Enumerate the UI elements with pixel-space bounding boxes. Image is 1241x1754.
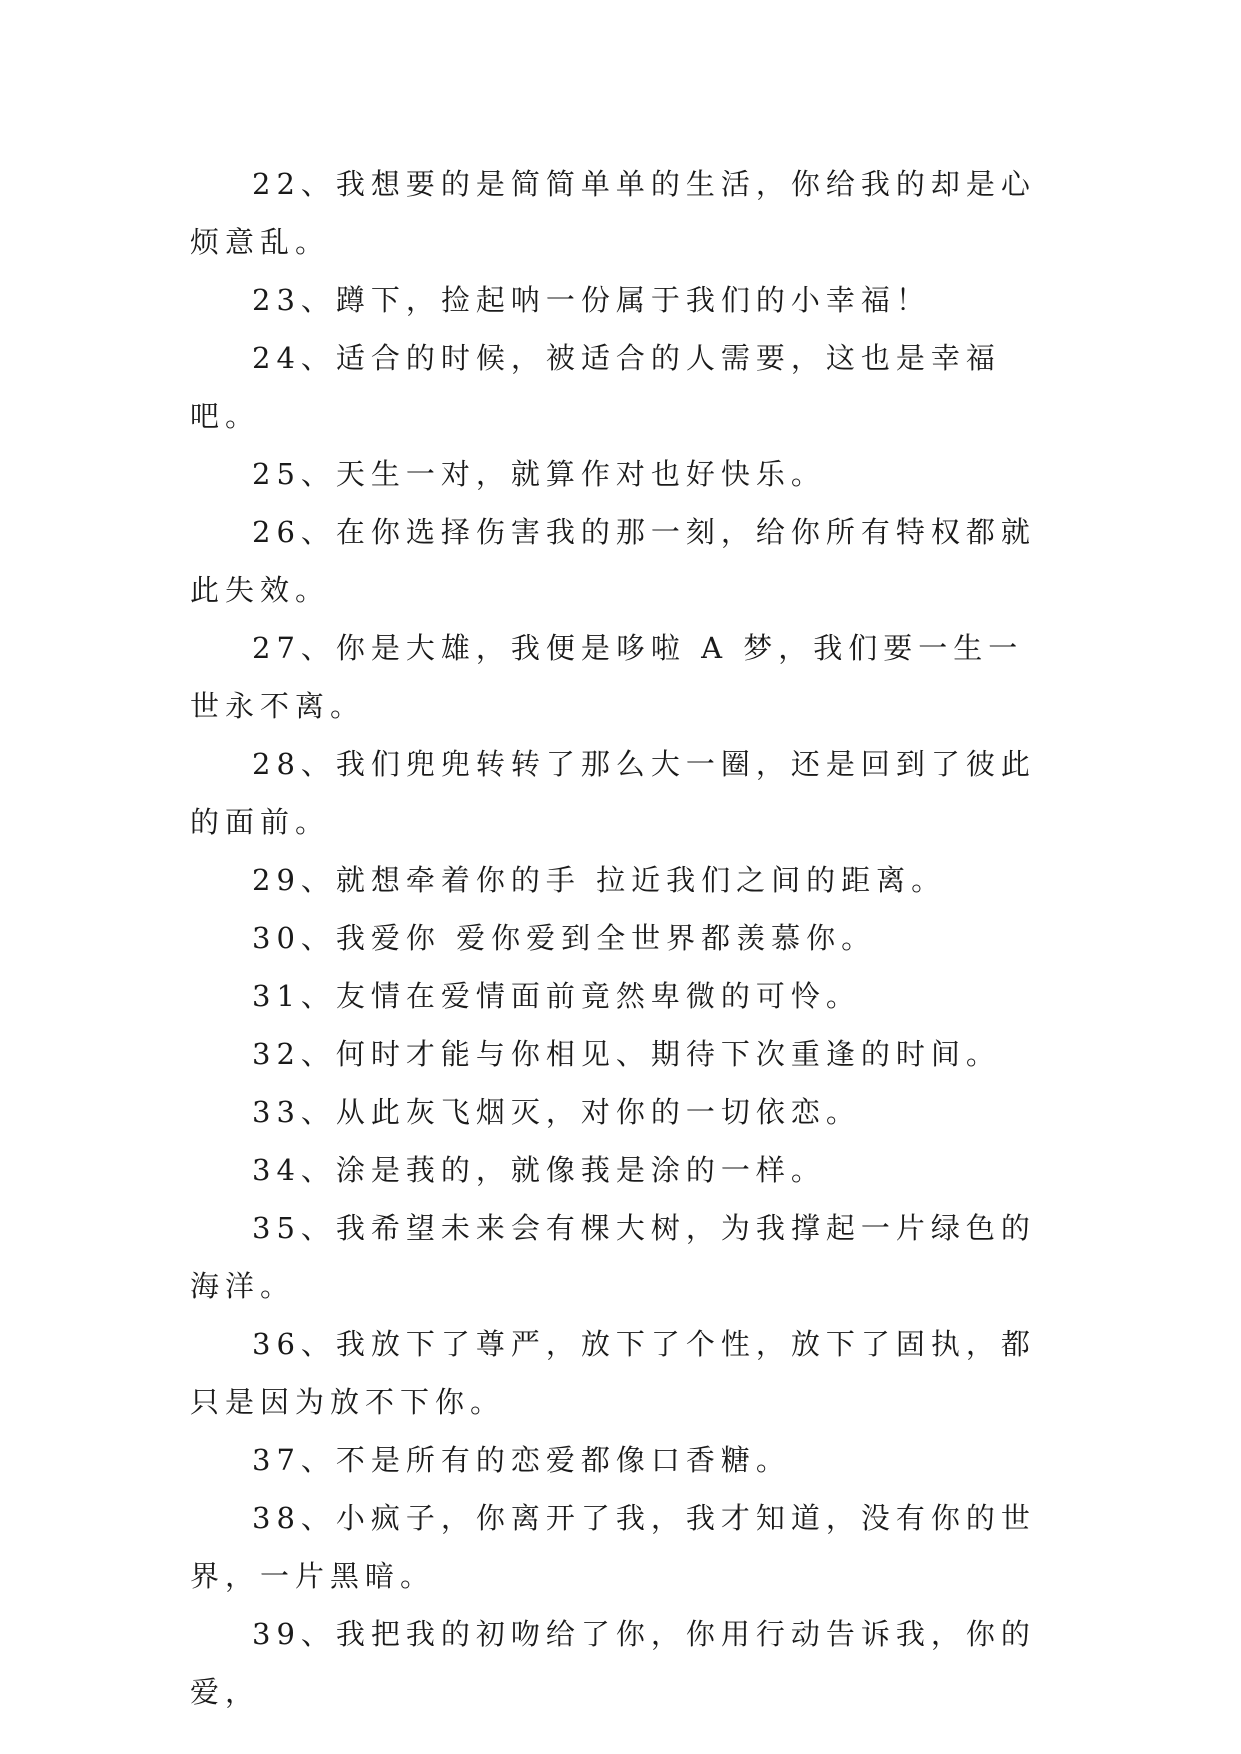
paragraph-34: 34、涂是莪的，就像莪是涂的一样。 — [252, 1153, 826, 1187]
paragraph-39: 39、我把我的初吻给了你，你用行动告诉我，你的爱， — [190, 1617, 1036, 1709]
paragraph-27: 27、你是大雄，我便是哆啦 A 梦，我们要一生一世永不离。 — [190, 631, 1024, 723]
paragraph-37: 37、不是所有的恋爱都像口香糖。 — [252, 1443, 791, 1477]
paragraph-23: 23、蹲下，捡起呐一份属于我们的小幸福！ — [252, 283, 931, 317]
paragraph-26: 26、在你选择伤害我的那一刻，给你所有特权都就此失效。 — [190, 515, 1036, 607]
paragraph-35: 35、我希望未来会有棵大树，为我撑起一片绿色的海洋。 — [190, 1211, 1036, 1303]
paragraph-25: 25、天生一对，就算作对也好快乐。 — [252, 457, 826, 491]
paragraph-24: 24、适合的时候，被适合的人需要，这也是幸福吧。 — [190, 341, 1001, 433]
paragraph-32: 32、何时才能与你相见、期待下次重逢的时间。 — [252, 1037, 1001, 1071]
paragraph-33: 33、从此灰飞烟灭，对你的一切依恋。 — [252, 1095, 861, 1129]
paragraph-28: 28、我们兜兜转转了那么大一圈，还是回到了彼此的面前。 — [190, 747, 1036, 839]
paragraph-38: 38、小疯子，你离开了我，我才知道，没有你的世界，一片黑暗。 — [190, 1501, 1036, 1593]
paragraph-30: 30、我爱你 爱你爱到全世界都羡慕你。 — [252, 921, 877, 955]
paragraph-36: 36、我放下了尊严，放下了个性，放下了固执，都只是因为放不下你。 — [190, 1327, 1036, 1419]
paragraph-31: 31、友情在爱情面前竟然卑微的可怜。 — [252, 979, 861, 1013]
paragraph-22: 22、我想要的是简简单单的生活，你给我的却是心烦意乱。 — [190, 167, 1036, 259]
document-body — [190, 155, 1050, 1721]
paragraph-29: 29、就想牵着你的手 拉近我们之间的距离。 — [252, 863, 947, 897]
